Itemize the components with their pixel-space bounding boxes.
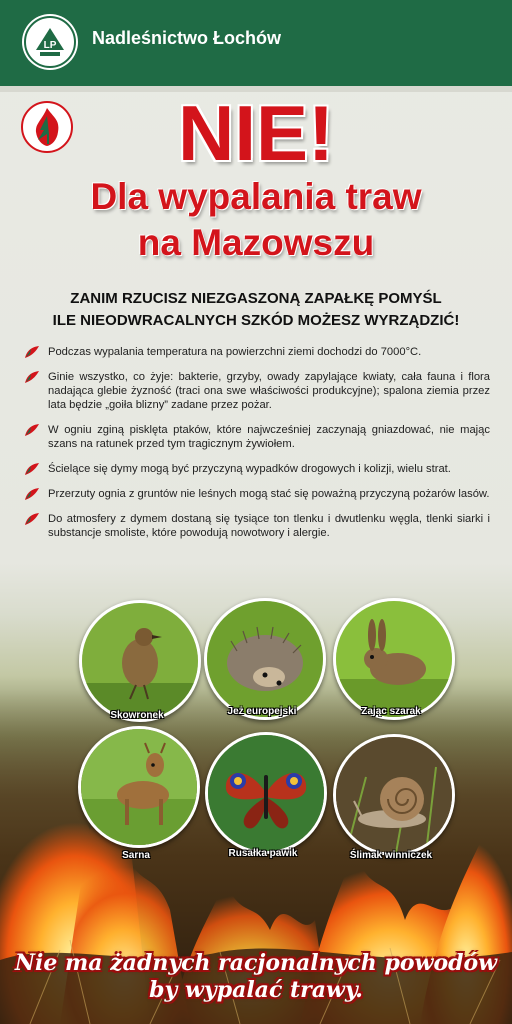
- leaf-bullet-icon: [24, 462, 40, 476]
- peacock-butterfly-caption: Rusałka pawik: [228, 848, 298, 859]
- warning-line-1: ZANIM RZUCISZ NIEZGASZONĄ ZAPAŁKĘ POMYŚL: [70, 290, 442, 307]
- skylark-photo: [79, 600, 201, 722]
- fact-text: Przerzuty ognia z gruntów nie leśnych mogą stać się poważną przyczyną pożarów lasów.: [48, 488, 490, 500]
- list-item: [24, 512, 490, 540]
- list-item: [24, 370, 490, 412]
- list-item: [24, 345, 490, 359]
- snail-photo: [333, 734, 455, 856]
- roe-deer-caption: Sarna: [122, 850, 150, 861]
- slogan-line-1: Nie ma żadnych racjonalnych powodów: [14, 950, 498, 976]
- hare-photo: [333, 598, 455, 720]
- leaf-bullet-icon: [24, 512, 40, 526]
- headline-line-2: na Mazowszu: [137, 222, 375, 263]
- fact-text: Ginie wszystko, co żyje: bakterie, grzyby, owady zapylające kwiaty, cała fauna i flora nadająca glebie żyzność (traci ona swe właściwości produkcyjne); spalona ziemia przez lata będzie „goiła blizny” zadane przez pożar.: [48, 371, 490, 411]
- roe-deer-photo: [78, 726, 200, 848]
- fact-text: W ogniu zginą pisklęta ptaków, które najwcześniej zaczynają gniazdować, nie mając szans na ratunek przed tym tragicznym żywiołem.: [48, 424, 490, 450]
- hedgehog-photo: [204, 598, 326, 720]
- skylark-caption: Skowronek: [110, 710, 164, 721]
- hedgehog-caption: Jeż europejski: [227, 706, 297, 717]
- leaf-bullet-icon: [24, 487, 40, 501]
- fact-text: Podczas wypalania temperatura na powierzchni ziemi dochodzi do 7000°C.: [48, 346, 422, 358]
- fact-text: Ścielące się dymy mogą być przyczyną wypadków drogowych i kolizji, wielu strat.: [48, 463, 451, 475]
- list-item: [24, 462, 490, 476]
- leaf-bullet-icon: [24, 423, 40, 437]
- list-item: [24, 423, 490, 451]
- peacock-butterfly-photo: [205, 732, 327, 854]
- organization-title: Nadleśnictwo Łochów: [92, 28, 282, 48]
- headline-line-1: Dla wypalania traw: [90, 176, 422, 217]
- fact-text: Do atmosfery z dymem dostaną się tysiące ton tlenku i dwutlenku węgla, tlenki siarki i substancje smoliste, które powodują nowotwory i alergie.: [48, 513, 490, 539]
- list-item: [24, 487, 490, 501]
- leaf-bullet-icon: [24, 370, 40, 384]
- warning-line-2: ILE NIEODWRACALNYCH SZKÓD MOŻESZ WYRZĄDZIĆ!: [52, 312, 460, 329]
- headline-nie: NIE!: [178, 89, 334, 177]
- slogan-line-2: by wypalać trawy.: [149, 977, 363, 1003]
- facts-list: [24, 345, 490, 551]
- leaf-bullet-icon: [24, 345, 40, 359]
- snail-caption: Ślimak winniczek: [349, 850, 433, 861]
- svg-text:LP: LP: [43, 40, 57, 51]
- lasy-panstwowe-logo-icon: [22, 14, 78, 70]
- hare-caption: Zając szarak: [361, 706, 421, 717]
